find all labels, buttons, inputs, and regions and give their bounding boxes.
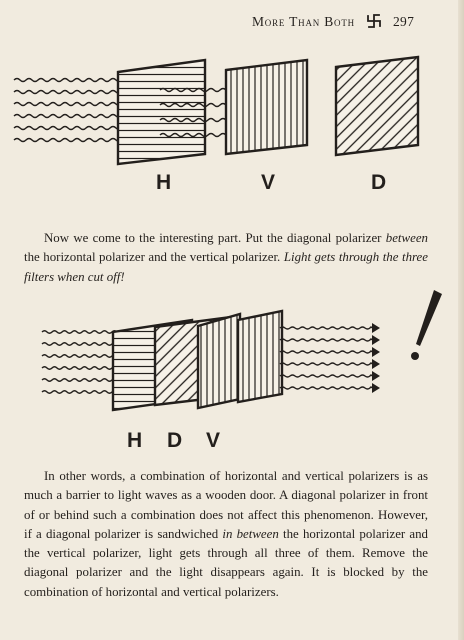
light-wave [14,103,122,106]
light-wave [14,127,122,130]
paragraph-intro [24,229,428,287]
vertical-polarizer-back [238,311,282,402]
paragraph_1-run: between [385,231,428,245]
figure-polarizers-h-v-d [0,50,464,170]
light-waves-passing [280,323,380,393]
swastika-ornament-icon [366,13,382,29]
light-wave-passing [280,339,372,341]
vertical-polarizer [198,314,240,408]
figure-polarizers-h-d-v [0,300,464,420]
arrowhead [372,383,380,393]
horizontal-polarizer [118,60,205,164]
paragraph_2-run: In other words, a combination of horizontal and vertical polarizers is as much a barrier to light waves as a wooden door. A diagonal polarizer in front of or behind such a combination does not affect this phenomenon. However, if a diagonal polarizer is sandwiched [24,469,428,541]
light-wave-passing [280,387,372,389]
arrowhead [372,335,380,345]
running-title: More Than Both [252,14,355,29]
label-h: H [127,429,143,452]
light-wave-passing [280,375,372,377]
light-wave [42,391,118,394]
light-wave [42,343,118,346]
paragraph_2-run: the horizontal polarizer and the vertical polarizer, light gets through all three of them. Remove the diagonal polarizer and the light disappears again. It is blocked by the combination of horizontal and vertical polarizers. [24,526,429,599]
running-header [0,12,464,36]
light-waves [14,79,122,142]
light-wave [14,79,122,82]
light-wave [14,139,122,142]
paragraph_2-run: in between [222,526,279,541]
label-d: D [167,429,183,452]
light-wave [42,379,118,382]
paragraph-intro-text [24,229,428,287]
label-v: V [261,171,276,194]
arrowhead [372,359,380,369]
page-number: 297 [393,14,415,29]
light-wave [42,355,118,358]
light-wave-passing [280,363,372,365]
arrowhead [372,323,380,333]
arrowhead [372,347,380,357]
light-waves [42,331,118,394]
label-h: H [156,171,172,194]
label-d: D [371,171,387,194]
vertical-polarizer [226,60,307,154]
paragraph_1-run: Light gets through the three filters when cut off! [24,250,428,284]
paragraph_1-run: the horizontal polarizer and the vertical polarizer. [24,250,284,265]
paragraph-explanation-text [24,467,428,602]
arrowhead [372,371,380,381]
diagonal-polarizer [336,57,418,155]
light-wave [42,331,118,334]
light-wave-passing [280,327,372,329]
light-wave [14,91,122,94]
light-wave [14,115,122,118]
exclamation-mark-icon [404,286,444,366]
light-wave-passing [280,351,372,353]
paragraph_1-run: Now we come to the interesting part. Put the diagonal polarizer [44,231,386,245]
label-v: V [206,429,221,452]
light-wave [42,367,118,370]
paragraph-explanation [24,467,428,602]
